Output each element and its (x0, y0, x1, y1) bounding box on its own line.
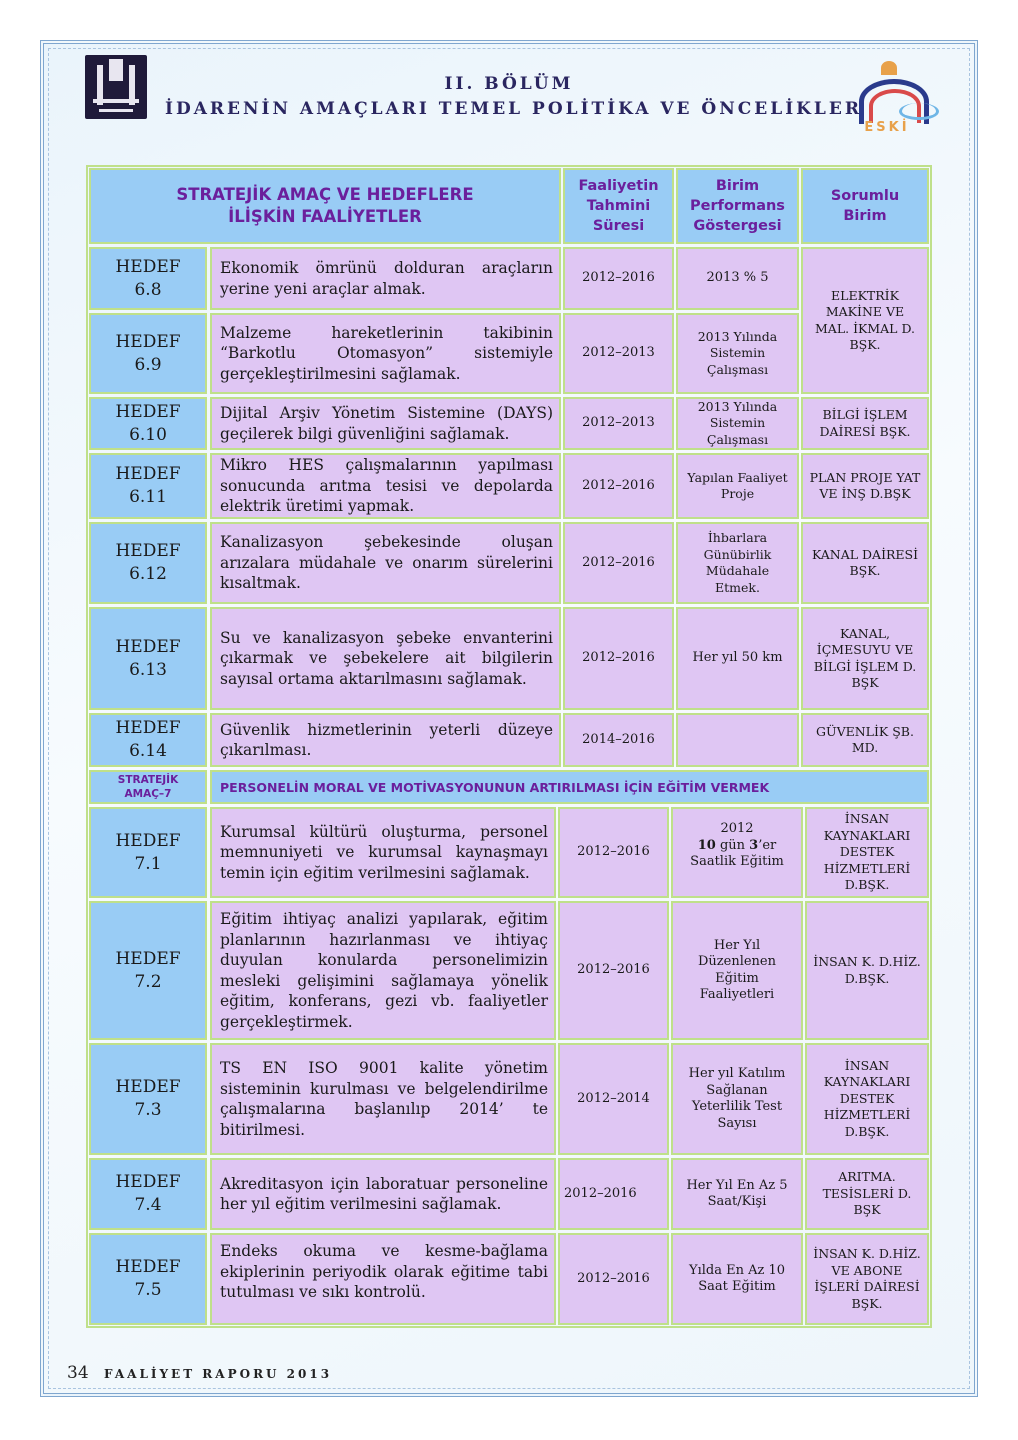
responsible-unit: BİLGİ İŞLEM DAİRESİ BŞK. (801, 397, 929, 450)
performance-indicator: 2012 10 gün 3’er Saatlik Eğitim (671, 807, 803, 898)
performance-indicator: Her yıl 50 km (676, 607, 799, 710)
responsible-unit: İNSAN KAYNAKLARI DESTEK HİZMETLERİ D.BŞK. (805, 807, 929, 898)
performance-indicator: 2013 % 5 (676, 247, 799, 310)
performance-indicator (676, 713, 799, 767)
hedef-cell: HEDEF 6.8 (89, 247, 207, 310)
responsible-unit: PLAN PROJE YAT VE İNŞ D.BŞK (801, 453, 929, 519)
responsible-unit: KANAL, İÇMESUYU VE BİLGİ İŞLEM D. BŞK (801, 607, 929, 710)
hedef-cell: HEDEF 6.11 (89, 453, 207, 519)
header-unit: Sorumlu Birim (801, 168, 929, 244)
responsible-unit: İNSAN K. D.HİZ. D.BŞK. (805, 901, 929, 1040)
strategic-goal-title: PERSONELİN MORAL VE MOTİVASYONUNUN ARTIRILMASI İÇİN EĞİTİM VERMEK (210, 770, 929, 804)
performance-indicator: Yılda En Az 10 Saat Eğitim (671, 1233, 803, 1325)
duration: 2012–2013 (563, 313, 674, 394)
activity-description: Mikro HES çalışmalarının yapılması sonucunda arıtma tesisi ve depolarda elektrik üretimi yapmak. (210, 453, 561, 519)
header-indicator: Birim Performans Göstergesi (676, 168, 799, 244)
hedef-cell: HEDEF 7.2 (89, 901, 207, 1040)
duration: 2012–2016 (558, 901, 669, 1040)
hedef-cell: HEDEF 6.12 (89, 522, 207, 604)
duration: 2012–2016 (558, 807, 669, 898)
activity-description: Dijital Arşiv Yönetim Sistemine (DAYS) geçilerek bilgi güvenliğini sağlamak. (210, 397, 561, 450)
responsible-unit: ELEKTRİK MAKİNE VE MAL. İKMAL D. BŞK. (801, 247, 929, 394)
hedef-cell: HEDEF 7.1 (89, 807, 207, 898)
responsible-unit: ARITMA. TESİSLERİ D. BŞK (805, 1158, 929, 1230)
responsible-unit: İNSAN KAYNAKLARI DESTEK HİZMETLERİ D.BŞK. (805, 1043, 929, 1155)
duration: 2012–2016 (563, 453, 674, 519)
hedef-cell: HEDEF 6.9 (89, 313, 207, 394)
performance-indicator: 2013 Yılında Sistemin Çalışması (676, 313, 799, 394)
activity-description: Güvenlik hizmetlerinin yeterli düzeye çıkarılması. (210, 713, 561, 767)
hedef-cell: HEDEF 6.13 (89, 607, 207, 710)
activity-description: Su ve kanalizasyon şebeke envanterini çıkarmak ve şebekelere ait bilgilerin sayısal ortama aktarılmasını sağlamak. (210, 607, 561, 710)
duration: 2012–2016 (563, 607, 674, 710)
header-activities: STRATEJİK AMAÇ VE HEDEFLERE İLİŞKİN FAALİYETLER (89, 168, 561, 244)
duration: 2012–2016 (558, 1158, 669, 1230)
activity-description: Kanalizasyon şebekesinde oluşan arızalara müdahale ve onarım sürelerini kısaltmak. (210, 522, 561, 604)
page-title: İDARENİN AMAÇLARI TEMEL POLİTİKA VE ÖNCELİKLER (165, 99, 862, 119)
activity-description: Kurumsal kültürü oluşturma, personel memnuniyeti ve kurumsal kaynaşmayı temin için eğitim verilmesini sağlamak. (210, 807, 556, 898)
duration: 2012–2016 (563, 522, 674, 604)
hedef-cell: HEDEF 6.10 (89, 397, 207, 450)
page-number: 34 (67, 1363, 89, 1383)
activity-description: Endeks okuma ve kesme-bağlama ekiplerinin periyodik olarak eğitime tabi tutulması ve sıkı kontrolü. (210, 1233, 556, 1325)
performance-indicator: Her Yıl Düzenlenen Eğitim Faaliyetleri (671, 901, 803, 1040)
header-duration: Faaliyetin Tahmini Süresi (563, 168, 674, 244)
report-title: FAALİYET RAPORU 2013 (104, 1367, 333, 1381)
hedef-cell: HEDEF 7.4 (89, 1158, 207, 1230)
activity-description: Ekonomik ömrünü dolduran araçların yerine yeni araçlar almak. (210, 247, 561, 310)
performance-indicator: Her yıl Katılım Sağlanan Yeterlilik Test Sayısı (671, 1043, 803, 1155)
eski-logo: ESKİ (853, 55, 937, 135)
strategic-goal-label: STRATEJİK AMAÇ–7 (89, 770, 207, 804)
duration: 2014–2016 (563, 713, 674, 767)
responsible-unit: GÜVENLİK ŞB. MD. (801, 713, 929, 767)
duration: 2012–2014 (558, 1043, 669, 1155)
duration: 2012–2013 (563, 397, 674, 450)
performance-indicator: İhbarlara Günübirlik Müdahale Etmek. (676, 522, 799, 604)
hedef-cell: HEDEF 7.5 (89, 1233, 207, 1325)
hedef-cell: HEDEF 6.14 (89, 713, 207, 767)
responsible-unit: KANAL DAİRESİ BŞK. (801, 522, 929, 604)
duration: 2012–2016 (563, 247, 674, 310)
section-title: II. BÖLÜM (444, 74, 574, 94)
responsible-unit: İNSAN K. D.HİZ. VE ABONE İŞLERİ DAİRESİ BŞK. (805, 1233, 929, 1325)
activity-description: TS EN ISO 9001 kalite yönetim sisteminin kurulması ve belgelendirilme çalışmalarına başlanılıp 2014’ te bitirilmesi. (210, 1043, 556, 1155)
activity-description: Eğitim ihtiyaç analizi yapılarak, eğitim planlarının hazırlanması ve ihtiyaç duyulan konularda personelimizin mesleki gelişimini sağlamaya yönelik eğitim, konferans, gezi vb. faaliyetler gerçekleştirmek. (210, 901, 556, 1040)
activity-description: Akreditasyon için laboratuar personeline her yıl eğitim verilmesini sağlamak. (210, 1158, 556, 1230)
hedef-cell: HEDEF 7.3 (89, 1043, 207, 1155)
performance-indicator: Her Yıl En Az 5 Saat/Kişi (671, 1158, 803, 1230)
performance-indicator: Yapılan Faaliyet Proje (676, 453, 799, 519)
duration: 2012–2016 (558, 1233, 669, 1325)
activity-description: Malzeme hareketlerinin takibinin “Barkotlu Otomasyon” sistemiyle gerçekleştirilmesini sağlamak. (210, 313, 561, 394)
performance-indicator: 2013 Yılında Sistemin Çalışması (676, 397, 799, 450)
